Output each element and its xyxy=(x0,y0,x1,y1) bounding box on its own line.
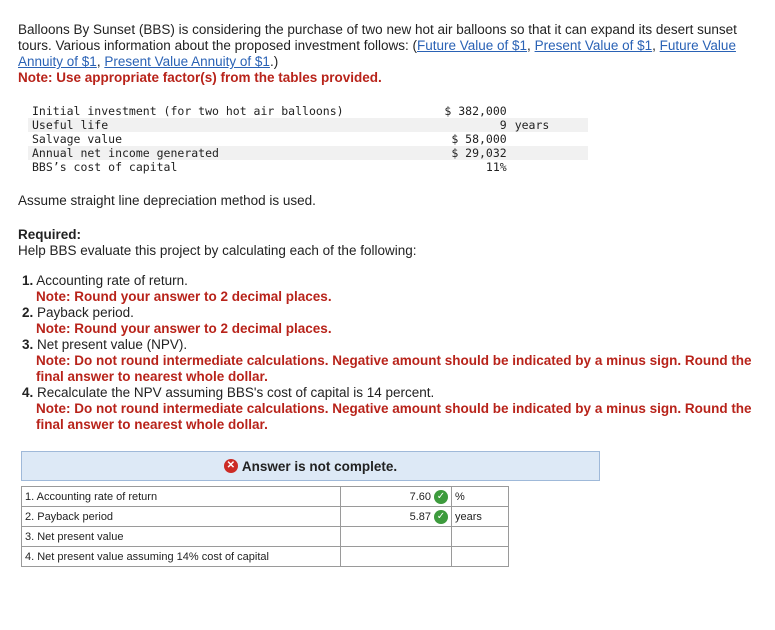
row-unit: years xyxy=(511,118,588,132)
task-text: Net present value (NPV). xyxy=(37,337,188,352)
required-text: Help BBS evaluate this project by calculating each of the following: xyxy=(18,243,417,258)
investment-data-table xyxy=(28,104,588,174)
task-note: Note: Round your answer to 2 decimal places. xyxy=(36,321,332,336)
row-amount: 11% xyxy=(485,160,507,174)
answer-input-3[interactable] xyxy=(341,527,452,547)
table-row xyxy=(28,160,588,174)
row-unit xyxy=(511,146,588,160)
table-row xyxy=(28,146,588,160)
answer-value: 7.60 xyxy=(409,490,431,503)
link-future-value[interactable]: Future Value of $1 xyxy=(416,38,528,53)
list-item xyxy=(22,273,772,289)
answer-input-2[interactable] xyxy=(341,507,452,527)
answer-label: 1. Accounting rate of return xyxy=(22,487,341,507)
table-row xyxy=(28,118,588,132)
list-item xyxy=(22,305,772,321)
required-section xyxy=(18,227,416,259)
task-number: 2. xyxy=(22,305,34,320)
row-label: Annual net income generated xyxy=(28,146,433,160)
row-label: BBS’s cost of capital xyxy=(32,160,178,174)
answer-label: 2. Payback period xyxy=(22,507,341,527)
task-note: Note: Round your answer to 2 decimal places. xyxy=(36,289,332,304)
answer-table xyxy=(21,486,509,567)
list-item xyxy=(22,385,772,401)
answer-value: 5.87 xyxy=(409,510,431,523)
task-note: Note: Do not round intermediate calculations. Negative amount should be indicated by a minus sign. Round the final answer to nearest whole dollar. xyxy=(36,353,752,384)
intro-text: Balloons By Sunset (BBS) is considering the purchase of two new hot air balloons so that it can expand its desert sunset tours. Various information about the proposed investment follows: ( xyxy=(18,22,737,53)
table-row xyxy=(22,547,509,567)
task-text: Recalculate the NPV assuming BBS's cost of capital is 14 percent. xyxy=(37,385,435,400)
table-row xyxy=(22,487,509,507)
intro-note: Note: Use appropriate factor(s) from the tables provided. xyxy=(18,70,382,85)
task-list xyxy=(22,273,772,433)
check-icon: ✓ xyxy=(434,510,448,524)
task-number: 4. xyxy=(22,385,34,400)
check-icon: ✓ xyxy=(434,490,448,504)
task-text: Payback period. xyxy=(37,305,134,320)
x-circle-icon: ✕ xyxy=(224,459,238,473)
row-label: Useful life xyxy=(28,118,433,132)
link-future-value-annuity[interactable]: Future Value Annuity of $1 xyxy=(18,38,736,69)
intro-close: .) xyxy=(269,54,279,69)
assumption-text: Assume straight line depreciation method is used. xyxy=(18,193,316,208)
problem-intro: Balloons By Sunset (BBS) is considering the purchase of two new hot air balloons so that it can expand its desert sunset tours. Various information about the proposed investment follows: (Future Value of $1, Present Value of $1, Future Value Annuity of $1, Present Value Annuity of $1.) Note: Use appropriate factor(s) from the tables provided. xyxy=(18,22,737,85)
task-text: Accounting rate of return. xyxy=(36,273,188,288)
row-amount: $ 382,000 xyxy=(444,104,507,118)
answer-label: 3. Net present value xyxy=(22,527,341,547)
table-row xyxy=(28,104,588,118)
banner-text: Answer is not complete. xyxy=(241,458,398,474)
table-row xyxy=(22,507,509,527)
answer-status-banner xyxy=(21,451,600,481)
row-unit xyxy=(511,132,588,146)
answer-unit: years xyxy=(452,507,509,527)
answer-unit xyxy=(452,527,509,547)
row-amount: 9 xyxy=(433,118,511,132)
required-heading: Required: xyxy=(18,227,82,242)
answer-input-4[interactable] xyxy=(341,547,452,567)
table-row xyxy=(22,527,509,547)
task-number: 3. xyxy=(22,337,34,352)
row-amount: $ 29,032 xyxy=(433,146,511,160)
row-label: Initial investment (for two hot air balloons) xyxy=(32,104,344,118)
row-unit xyxy=(511,104,588,118)
list-item xyxy=(22,337,772,353)
answer-unit: % xyxy=(452,487,509,507)
task-number: 1. xyxy=(22,273,34,288)
answer-unit xyxy=(452,547,509,567)
task-note: Note: Do not round intermediate calculations. Negative amount should be indicated by a minus sign. Round the final answer to nearest whole dollar. xyxy=(36,401,752,432)
row-unit xyxy=(511,160,588,174)
answer-label: 4. Net present value assuming 14% cost of capital xyxy=(22,547,341,567)
row-amount: $ 58,000 xyxy=(451,132,507,146)
link-present-value-annuity[interactable]: Present Value Annuity of $1 xyxy=(104,54,270,69)
table-row xyxy=(28,132,588,146)
answer-input-1[interactable] xyxy=(341,487,452,507)
link-present-value[interactable]: Present Value of $1 xyxy=(534,38,653,53)
row-label: Salvage value xyxy=(32,132,123,146)
